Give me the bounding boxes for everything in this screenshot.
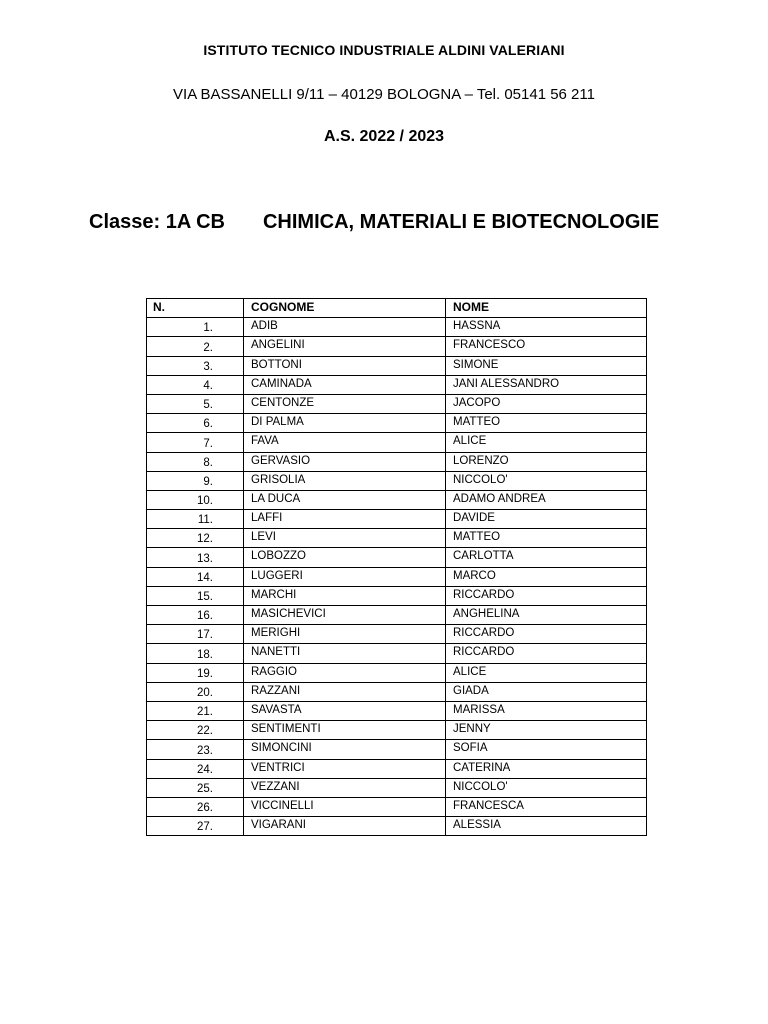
table-row [147, 567, 647, 586]
cell-surname: LAFFI [244, 510, 446, 529]
cell-name: MARISSA [446, 701, 647, 720]
cell-surname: LUGGERI [244, 567, 446, 586]
cell-number: 20. [147, 682, 244, 701]
cell-name: DAVIDE [446, 510, 647, 529]
table-header-row [147, 299, 647, 318]
table-row [147, 433, 647, 452]
cell-name: FRANCESCA [446, 797, 647, 816]
table-row [147, 721, 647, 740]
student-roster-table [146, 298, 647, 836]
cell-name: JANI ALESSANDRO [446, 375, 647, 394]
cell-surname: MARCHI [244, 586, 446, 605]
cell-name: RICCARDO [446, 586, 647, 605]
table-row [147, 586, 647, 605]
table-row [147, 701, 647, 720]
cell-number: 10. [147, 490, 244, 509]
table-row [147, 663, 647, 682]
table-row [147, 414, 647, 433]
class-course: CHIMICA, MATERIALI E BIOTECNOLOGIE [262, 211, 660, 233]
cell-number: 17. [147, 625, 244, 644]
cell-name: MATTEO [446, 529, 647, 548]
cell-name: SIMONE [446, 356, 647, 375]
cell-number: 4. [147, 375, 244, 394]
cell-surname: FAVA [244, 433, 446, 452]
cell-name: JENNY [446, 721, 647, 740]
table-row [147, 548, 647, 567]
cell-surname: RAZZANI [244, 682, 446, 701]
cell-number: 5. [147, 394, 244, 413]
table-row [147, 529, 647, 548]
cell-name: MATTEO [446, 414, 647, 433]
table-row [147, 740, 647, 759]
school-year: A.S. 2022 / 2023 [323, 128, 445, 145]
cell-number: 13. [147, 548, 244, 567]
school-name: ISTITUTO TECNICO INDUSTRIALE ALDINI VALERIANI [203, 42, 565, 58]
cell-surname: CENTONZE [244, 394, 446, 413]
cell-name: ALICE [446, 663, 647, 682]
cell-surname: GRISOLIA [244, 471, 446, 490]
table-row [147, 337, 647, 356]
cell-name: ANGHELINA [446, 606, 647, 625]
cell-number: 6. [147, 414, 244, 433]
column-header-number: N. [147, 299, 244, 318]
table-row [147, 817, 647, 836]
cell-number: 11. [147, 510, 244, 529]
cell-number: 18. [147, 644, 244, 663]
cell-number: 23. [147, 740, 244, 759]
cell-name: SOFIA [446, 740, 647, 759]
cell-surname: LOBOZZO [244, 548, 446, 567]
cell-surname: GERVASIO [244, 452, 446, 471]
cell-name: CARLOTTA [446, 548, 647, 567]
cell-number: 8. [147, 452, 244, 471]
table-row [147, 797, 647, 816]
cell-number: 27. [147, 817, 244, 836]
cell-number: 21. [147, 701, 244, 720]
table-row [147, 318, 647, 337]
cell-surname: ADIB [244, 318, 446, 337]
cell-number: 3. [147, 356, 244, 375]
cell-number: 16. [147, 606, 244, 625]
cell-name: RICCARDO [446, 644, 647, 663]
cell-name: HASSNA [446, 318, 647, 337]
table-row [147, 356, 647, 375]
cell-surname: NANETTI [244, 644, 446, 663]
cell-surname: VENTRICI [244, 759, 446, 778]
table-row [147, 394, 647, 413]
cell-surname: LEVI [244, 529, 446, 548]
school-address: VIA BASSANELLI 9/11 – 40129 BOLOGNA – Tel. 05141 56 211 [173, 86, 595, 103]
column-header-surname: COGNOME [244, 299, 446, 318]
cell-number: 1. [147, 318, 244, 337]
cell-name: CATERINA [446, 759, 647, 778]
table-row [147, 625, 647, 644]
table-row [147, 644, 647, 663]
cell-name: GIADA [446, 682, 647, 701]
cell-name: MARCO [446, 567, 647, 586]
cell-number: 15. [147, 586, 244, 605]
cell-surname: SAVASTA [244, 701, 446, 720]
table-row [147, 471, 647, 490]
cell-surname: MASICHEVICI [244, 606, 446, 625]
table-row [147, 778, 647, 797]
cell-name: NICCOLO' [446, 471, 647, 490]
table-row [147, 682, 647, 701]
cell-number: 2. [147, 337, 244, 356]
cell-surname: DI PALMA [244, 414, 446, 433]
table-row [147, 510, 647, 529]
cell-name: JACOPO [446, 394, 647, 413]
cell-number: 12. [147, 529, 244, 548]
cell-name: NICCOLO' [446, 778, 647, 797]
cell-number: 25. [147, 778, 244, 797]
cell-surname: BOTTONI [244, 356, 446, 375]
class-heading [89, 211, 659, 234]
cell-name: RICCARDO [446, 625, 647, 644]
table-row [147, 759, 647, 778]
cell-name: ALICE [446, 433, 647, 452]
cell-surname: VICCINELLI [244, 797, 446, 816]
cell-surname: VIGARANI [244, 817, 446, 836]
class-code: Classe: 1A CB [89, 211, 225, 233]
cell-number: 9. [147, 471, 244, 490]
cell-number: 22. [147, 721, 244, 740]
cell-number: 19. [147, 663, 244, 682]
cell-number: 7. [147, 433, 244, 452]
cell-surname: LA DUCA [244, 490, 446, 509]
cell-surname: SENTIMENTI [244, 721, 446, 740]
cell-surname: MERIGHI [244, 625, 446, 644]
cell-name: LORENZO [446, 452, 647, 471]
roster-body [147, 318, 647, 836]
table-row [147, 452, 647, 471]
table-row [147, 606, 647, 625]
cell-surname: CAMINADA [244, 375, 446, 394]
cell-surname: VEZZANI [244, 778, 446, 797]
cell-name: FRANCESCO [446, 337, 647, 356]
table-row [147, 375, 647, 394]
cell-name: ALESSIA [446, 817, 647, 836]
table-row [147, 490, 647, 509]
cell-number: 26. [147, 797, 244, 816]
cell-number: 14. [147, 567, 244, 586]
cell-surname: RAGGIO [244, 663, 446, 682]
cell-surname: ANGELINI [244, 337, 446, 356]
cell-number: 24. [147, 759, 244, 778]
cell-surname: SIMONCINI [244, 740, 446, 759]
column-header-name: NOME [446, 299, 647, 318]
cell-name: ADAMO ANDREA [446, 490, 647, 509]
